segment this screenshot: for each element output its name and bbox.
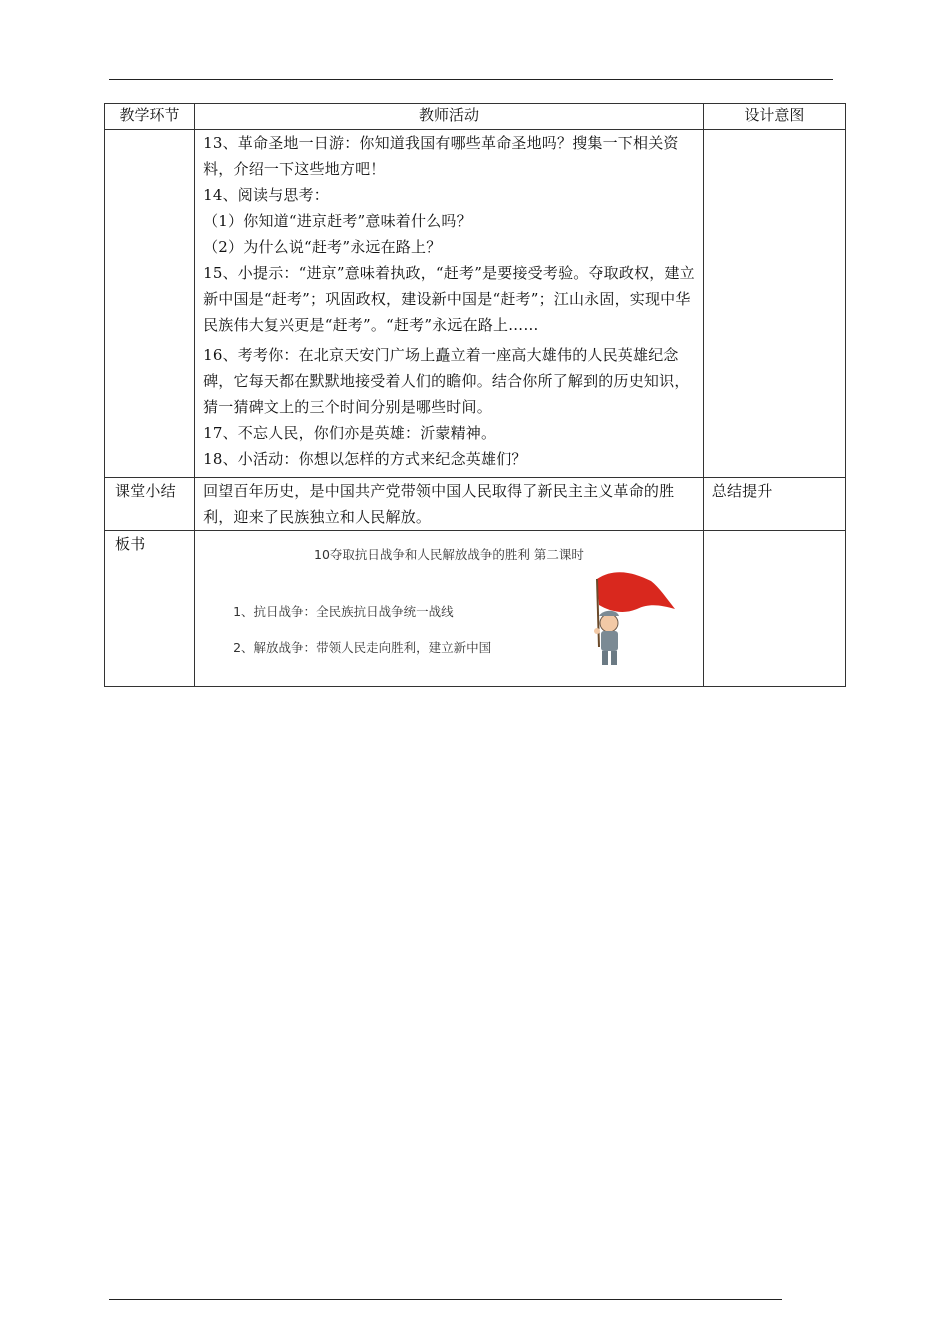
activity-line-18: 18、小活动：你想以怎样的方式来纪念英雄们？ [203,450,527,468]
activity-cell [195,130,704,478]
header-activity: 教师活动 [195,104,704,130]
header-stage: 教学环节 [105,104,195,130]
board-title: 10夺取抗日战争和人民解放战争的胜利 第二课时 [314,547,584,562]
table-row-activities [105,130,846,478]
board-cell [195,531,704,687]
intent-cell-empty [703,130,845,478]
board-intent-empty [703,531,845,687]
soldier-with-flag-icon [575,569,685,677]
activity-line-13: 13、革命圣地一日游：你知道我国有哪些革命圣地吗？搜集一下相关资料，介绍一下这些地方吧！ [203,134,679,178]
activity-line-16: 16、考考你：在北京天安门广场上矗立着一座高大雄伟的人民英雄纪念碑，它每天都在默默地接受着人们的瞻仰。结合你所了解到的历史知识，猜一猜碑文上的三个时间分别是哪些时间。 [203,346,690,416]
activity-line-17: 17、不忘人民，你们亦是英雄：沂蒙精神。 [203,424,497,442]
table-header-row [105,104,846,130]
activity-line-15: 15、小提示：“进京”意味着执政，“赶考”是要接受考验。夺取政权，建立新中国是“赶考”；巩固政权，建设新中国是“赶考”；江山永固，实现中华民族伟大复兴更是“赶考”。“赶考”永远在路上…… [203,264,695,334]
board-stage: 板书 [105,531,195,687]
summary-intent: 总结提升 [703,478,845,531]
blackboard-image [195,531,703,686]
activity-line-14-1: （1）你知道“进京赶考”意味着什么吗？ [203,212,472,230]
lesson-plan-table [104,103,846,687]
summary-stage: 课堂小结 [105,478,195,531]
header-rule [109,79,833,80]
table-row-summary [105,478,846,531]
footer-rule [109,1299,782,1300]
stage-cell-empty [105,130,195,478]
board-item-2: 2、解放战争：带领人民走向胜利，建立新中国 [233,640,492,655]
summary-activity: 回望百年历史，是中国共产党带领中国人民取得了新民主主义革命的胜利，迎来了民族独立和人民解放。 [195,478,704,531]
header-intent: 设计意图 [703,104,845,130]
activity-line-14: 14、阅读与思考： [203,186,329,204]
table-row-board [105,531,846,687]
board-item-1: 1、抗日战争：全民族抗日战争统一战线 [233,604,454,619]
activity-line-14-2: （2）为什么说“赶考”永远在路上？ [203,238,442,256]
